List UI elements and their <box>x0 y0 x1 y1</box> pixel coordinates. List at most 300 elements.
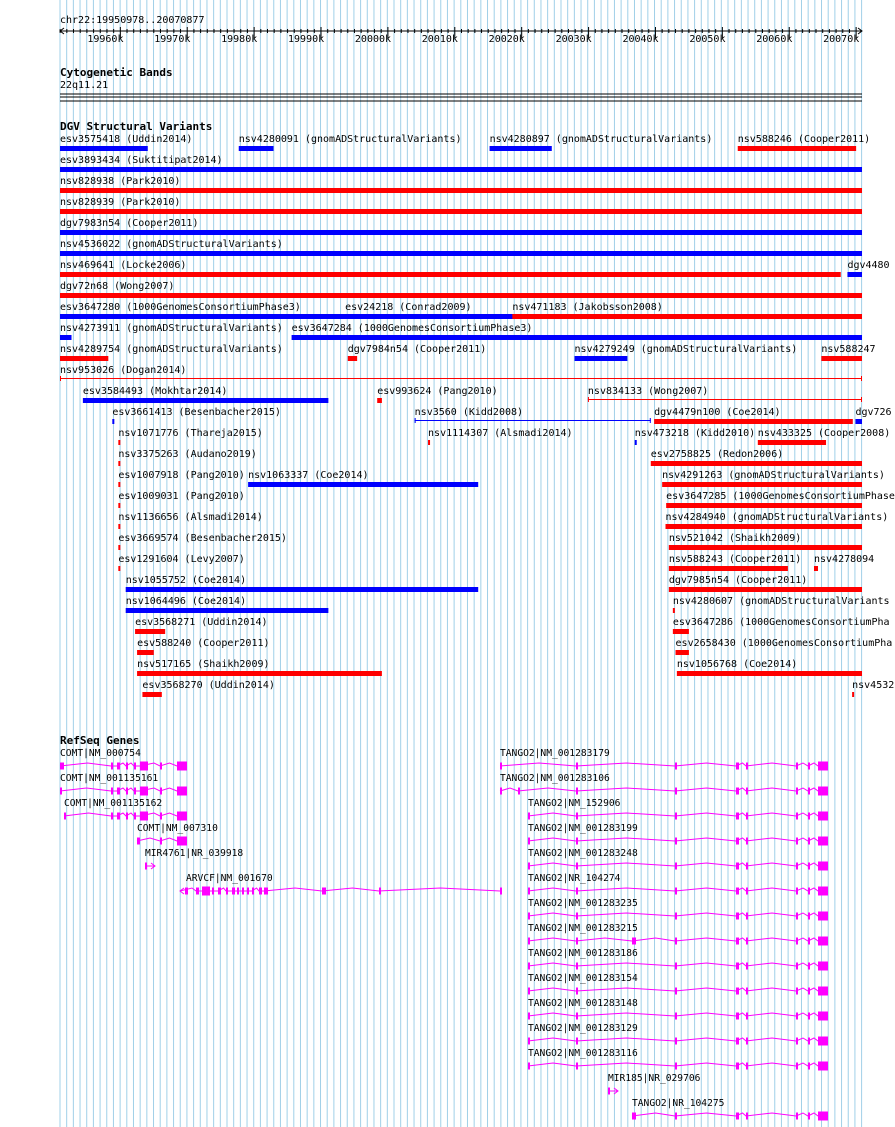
gene-exon <box>177 812 187 821</box>
gene-exon <box>736 863 739 870</box>
dgv-variant-bar[interactable] <box>512 314 862 319</box>
ruler-tick-label: 19970k <box>154 34 191 45</box>
gene-exon <box>796 763 798 770</box>
gene-model-icon[interactable] <box>145 863 155 870</box>
gene-exon <box>202 887 210 896</box>
gene-exon <box>746 838 748 845</box>
dgv-variant-bar[interactable] <box>666 503 862 508</box>
gene-exon <box>808 813 810 820</box>
gene-exon <box>675 963 677 970</box>
gene-exon <box>177 787 187 796</box>
refseq-gene-label: TANGO2|NM_001283116 <box>528 1048 638 1059</box>
dgv-variant-label: nsv4532 <box>852 680 895 691</box>
ruler-tick-label: 20050k <box>689 34 726 45</box>
dgv-variant-label: dgv4480 <box>847 260 890 271</box>
gene-exon <box>264 888 268 895</box>
refseq-track-title: RefSeq Genes <box>60 734 140 747</box>
dgv-variant-bar[interactable] <box>60 167 862 172</box>
dgv-variant-bar[interactable] <box>118 524 120 529</box>
dgv-variant-bar[interactable] <box>137 650 154 655</box>
gene-exon <box>252 888 254 895</box>
gene-exon <box>379 888 381 895</box>
refseq-gene-label: MIR4761|NR_039918 <box>145 848 244 859</box>
cytoband-label: 22q11.21 <box>60 80 109 91</box>
gene-intron-line <box>64 813 187 816</box>
gene-exon <box>808 963 810 970</box>
gene-intron-line <box>528 888 828 891</box>
gene-exon <box>528 1038 530 1045</box>
gene-exon <box>796 913 798 920</box>
gene-exon <box>818 787 828 796</box>
gene-exon <box>736 1063 739 1070</box>
dgv-variant-bar[interactable] <box>126 608 329 613</box>
dgv-variant-label: dgv72n68 (Wong2007) <box>60 281 175 292</box>
gene-exon <box>60 763 64 770</box>
dgv-variant-label: esv1009031 (Pang2010) <box>118 491 245 502</box>
dgv-variant-bar[interactable] <box>60 230 862 235</box>
dgv-variant-bar[interactable] <box>738 146 856 151</box>
dgv-variant-label: nsv588243 (Cooper2011) <box>668 554 802 565</box>
gene-model-icon[interactable] <box>528 937 828 946</box>
gene-exon <box>576 988 578 995</box>
gene-exon <box>818 762 828 771</box>
gene-exon <box>808 913 810 920</box>
gene-exon <box>746 1113 748 1120</box>
gene-model-icon[interactable] <box>528 1012 828 1021</box>
gene-exon <box>675 938 677 945</box>
dgv-variant-label: esv3893434 (Suktitipat2014) <box>60 155 223 166</box>
ruler-tick-label: 20010k <box>421 34 458 45</box>
dgv-variant-label: esv1007918 (Pang2010) <box>118 470 245 481</box>
gene-exon <box>796 838 798 845</box>
ruler-tick-label: 19980k <box>221 34 258 45</box>
gene-model-icon[interactable] <box>528 837 828 846</box>
gene-exon <box>64 813 66 820</box>
dgv-variant-label: nsv588247 <box>821 344 876 355</box>
dgv-variant-bar[interactable] <box>377 398 382 403</box>
dgv-variant-label: esv3647284 (1000GenomesConsortiumPhase3) <box>291 323 533 334</box>
gene-exon <box>528 813 530 820</box>
dgv-variant-bar[interactable] <box>348 356 357 361</box>
gene-exon <box>576 838 578 845</box>
refseq-gene-label: TANGO2|NM_001283215 <box>528 923 638 934</box>
dgv-variant-bar[interactable] <box>814 566 818 571</box>
dgv-track-title: DGV Structural Variants <box>60 120 213 133</box>
dgv-variant-bar[interactable] <box>60 293 862 298</box>
gene-exon <box>111 813 113 820</box>
gene-exon <box>145 863 147 870</box>
refseq-gene-label: TANGO2|NM_152906 <box>528 798 621 809</box>
gene-exon <box>746 1038 748 1045</box>
gene-exon <box>808 1013 810 1020</box>
dgv-variant-bar[interactable] <box>292 335 862 340</box>
gene-exon <box>736 813 739 820</box>
dgv-variant-bar[interactable] <box>662 482 862 487</box>
dgv-variant-bar[interactable] <box>112 419 114 424</box>
refseq-gene-label: TANGO2|NR_104275 <box>632 1098 725 1109</box>
dgv-variant-label: dgv7983n54 (Cooper2011) <box>60 218 199 229</box>
gene-exon <box>160 838 162 845</box>
gene-exon <box>746 963 748 970</box>
dgv-variant-label: nsv1114307 (Alsmadi2014) <box>428 428 573 439</box>
gene-exon <box>500 763 502 770</box>
dgv-variant-bar[interactable] <box>248 482 478 487</box>
gene-exon <box>675 838 677 845</box>
dgv-variant-label: esv3584493 (Mokhtar2014) <box>82 386 228 397</box>
gene-exon <box>528 938 530 945</box>
dgv-variant-label: nsv834133 (Wong2007) <box>587 386 709 397</box>
gene-exon <box>126 788 128 795</box>
dgv-variant-bar[interactable] <box>635 440 637 445</box>
gene-exon <box>117 763 120 770</box>
gene-exon <box>818 1037 828 1046</box>
gene-exon <box>808 838 810 845</box>
gene-exon <box>818 837 828 846</box>
dgv-variant-label: esv24218 (Conrad2009) <box>345 302 472 313</box>
gene-exon <box>796 1063 798 1070</box>
gene-exon <box>60 788 62 795</box>
gene-intron-line <box>528 1038 828 1041</box>
gene-exon <box>746 763 748 770</box>
dgv-variant-label: nsv1063337 (Coe2014) <box>248 470 369 481</box>
dgv-variant-bar[interactable] <box>137 671 382 676</box>
dgv-variant-label: dgv7985n54 (Cooper2011) <box>668 575 808 586</box>
gene-exon <box>808 1063 810 1070</box>
gene-exon <box>818 1062 828 1071</box>
gene-model-icon[interactable] <box>528 887 828 896</box>
gene-exon <box>576 788 578 795</box>
dgv-variant-bar[interactable] <box>673 629 689 634</box>
gene-intron-line <box>528 838 828 841</box>
gene-exon <box>796 938 798 945</box>
gene-model-icon[interactable] <box>608 1088 618 1095</box>
dgv-variant-label: esv3661413 (Besenbacher2015) <box>112 407 281 418</box>
gene-exon <box>808 863 810 870</box>
gene-exon <box>218 888 221 895</box>
dgv-variant-label: nsv3375263 (Audano2019) <box>118 449 257 460</box>
gene-exon <box>736 938 739 945</box>
dgv-variant-label: nsv3560 (Kidd2008) <box>414 407 524 418</box>
gene-model-icon[interactable] <box>64 812 187 821</box>
ruler-tick-label: 20020k <box>488 34 525 45</box>
gene-exon <box>736 1113 739 1120</box>
gene-exon <box>796 1113 798 1120</box>
gene-exon <box>736 1038 739 1045</box>
dgv-variant-label: nsv517165 (Shaikh2009) <box>137 659 270 670</box>
dgv-variant-label: nsv588246 (Cooper2011) <box>737 134 871 145</box>
refseq-gene-label: COMT|NM_001135162 <box>64 798 163 809</box>
ruler-tick-label: 20030k <box>555 34 592 45</box>
gene-exon <box>736 763 739 770</box>
dgv-variant-bar[interactable] <box>60 356 108 361</box>
gene-exon <box>500 888 502 895</box>
dgv-variant-label: esv1291604 (Levy2007) <box>118 554 245 565</box>
gene-exon <box>796 813 798 820</box>
gene-exon <box>736 788 739 795</box>
dgv-variant-bar[interactable] <box>60 272 841 277</box>
cytoband-track-title: Cytogenetic Bands <box>60 66 173 79</box>
gene-exon <box>528 863 530 870</box>
gene-intron-line <box>528 913 828 916</box>
refseq-gene-label: MIR185|NR_029706 <box>608 1073 701 1084</box>
dgv-variant-label: nsv1055752 (Coe2014) <box>125 575 247 586</box>
dgv-variant-label: esv2758825 (Redon2006) <box>650 449 784 460</box>
gene-exon <box>576 1038 578 1045</box>
gene-exon <box>528 838 530 845</box>
dgv-variant-bar[interactable] <box>118 440 120 445</box>
gene-intron-line <box>60 763 187 766</box>
dgv-variant-bar[interactable] <box>345 314 359 319</box>
gene-exon <box>808 888 810 895</box>
gene-intron-line <box>528 1063 828 1066</box>
gene-exon <box>796 988 798 995</box>
gene-exon <box>177 837 187 846</box>
ruler-tick-label: 19960k <box>87 34 124 45</box>
ruler-label: chr22:19950978..20070877 <box>60 15 205 26</box>
gene-exon <box>576 1063 578 1070</box>
gene-exon <box>160 763 162 770</box>
gene-exon <box>140 812 148 821</box>
gene-exon <box>746 988 748 995</box>
gene-exon <box>528 1063 530 1070</box>
ruler-tick-label: 20000k <box>354 34 392 45</box>
gene-exon <box>818 937 828 946</box>
gene-exon <box>134 788 136 795</box>
gene-exon <box>185 888 188 895</box>
dgv-variant-label: esv3647285 (1000GenomesConsortiumPhase <box>666 491 895 502</box>
dgv-variant-label: nsv1071776 (Thareja2015) <box>118 428 263 439</box>
gene-exon <box>746 938 748 945</box>
gene-model-icon[interactable] <box>528 1062 828 1071</box>
gene-exon <box>808 988 810 995</box>
refseq-gene-label: TANGO2|NM_001283148 <box>528 998 638 1009</box>
dgv-variant-bar[interactable] <box>118 545 120 550</box>
dgv-variant-bar[interactable] <box>855 419 862 424</box>
gene-exon <box>736 963 739 970</box>
gene-exon <box>808 763 810 770</box>
refseq-gene-label: TANGO2|NR_104274 <box>528 873 621 884</box>
gene-model-icon[interactable] <box>500 762 828 771</box>
gene-exon <box>746 1063 748 1070</box>
dgv-variant-bar[interactable] <box>60 188 862 193</box>
gene-model-icon[interactable] <box>180 887 502 896</box>
dgv-variant-bar[interactable] <box>118 482 120 487</box>
refseq-gene-label: COMT|NM_007310 <box>137 823 218 834</box>
gene-exon <box>576 763 578 770</box>
gene-model-icon[interactable] <box>137 837 187 846</box>
dgv-variant-label: nsv473218 (Kidd2010) <box>634 428 756 439</box>
dgv-variant-label: nsv4289754 (gnomADStructuralVariants) <box>60 344 283 355</box>
dgv-variant-label: esv3647280 (1000GenomesConsortiumPhase3) <box>60 302 301 313</box>
gene-exon <box>675 888 677 895</box>
dgv-variant-bar[interactable] <box>60 335 72 340</box>
dgv-variant-bar[interactable] <box>60 251 862 256</box>
dgv-variant-bar[interactable] <box>669 566 788 571</box>
dgv-variant-label: nsv469641 (Locke2006) <box>60 260 187 271</box>
dgv-variant-bar[interactable] <box>60 146 148 151</box>
gene-model-icon[interactable] <box>528 987 828 996</box>
gene-exon <box>576 813 578 820</box>
gene-exon <box>746 1013 748 1020</box>
dgv-variant-bar[interactable] <box>118 566 120 571</box>
dgv-variant-label: nsv433325 (Cooper2008) <box>757 428 891 439</box>
gene-exon <box>818 1012 828 1021</box>
dgv-variant-bar[interactable] <box>60 209 862 214</box>
dgv-variant-label: nsv521042 (Shaikh2009) <box>668 533 802 544</box>
dgv-variant-label: esv3669574 (Besenbacher2015) <box>118 533 287 544</box>
dgv-variant-bar[interactable] <box>677 671 862 676</box>
gene-exon <box>117 788 120 795</box>
gene-model-icon[interactable] <box>528 862 828 871</box>
dgv-variant-bar[interactable] <box>83 398 328 403</box>
dgv-variant-label: nsv953026 (Dogan2014) <box>60 365 187 376</box>
refseq-gene-label: TANGO2|NM_001283235 <box>528 898 638 909</box>
gene-exon <box>675 988 677 995</box>
gene-exon <box>632 938 636 945</box>
gene-intron-line <box>500 788 828 791</box>
dgv-variant-bar[interactable] <box>490 146 552 151</box>
gene-model-icon[interactable] <box>500 787 828 796</box>
gene-exon <box>576 913 578 920</box>
refseq-gene-label: TANGO2|NM_001283186 <box>528 948 638 959</box>
gene-exon <box>576 963 578 970</box>
gene-exon <box>528 963 530 970</box>
gene-exon <box>818 1112 828 1121</box>
dgv-variant-label: nsv4280091 (gnomADStructuralVariants) <box>238 134 462 145</box>
dgv-variant-label: nsv4280897 (gnomADStructuralVariants) <box>489 134 713 145</box>
dgv-variant-bar[interactable] <box>118 503 120 508</box>
gene-model-icon[interactable] <box>528 812 828 821</box>
ruler-tick-label: 19990k <box>288 34 325 45</box>
gene-model-icon[interactable] <box>60 787 187 796</box>
gene-exon <box>226 888 228 895</box>
gene-exon <box>796 1013 798 1020</box>
gene-exon <box>746 813 748 820</box>
dgv-variant-label: nsv4280607 (gnomADStructuralVariants <box>672 596 890 607</box>
gene-exon <box>576 1013 578 1020</box>
gene-exon <box>528 1013 530 1020</box>
dgv-variant-label: nsv1064496 (Coe2014) <box>125 596 247 607</box>
gene-intron-line <box>528 813 828 816</box>
gene-exon <box>576 888 578 895</box>
dgv-variant-bar[interactable] <box>118 461 120 466</box>
ruler-tick-label: 20060k <box>756 34 793 45</box>
dgv-variant-bar[interactable] <box>135 629 165 634</box>
dgv-variant-bar[interactable] <box>654 419 853 424</box>
gene-exon <box>818 962 828 971</box>
dgv-variant-bar[interactable] <box>126 587 479 592</box>
gene-exon <box>675 813 677 820</box>
dgv-variant-bar[interactable] <box>821 356 862 361</box>
refseq-gene-label: TANGO2|NM_001283154 <box>528 973 638 984</box>
dgv-variant-label: nsv471183 (Jakobsson2008) <box>512 302 663 313</box>
gene-exon <box>160 813 162 820</box>
gene-exon <box>111 763 113 770</box>
gene-exon <box>177 762 187 771</box>
dgv-variant-label: nsv4536022 (gnomADStructuralVariants) <box>60 239 283 250</box>
gene-exon <box>675 1113 677 1120</box>
gene-exon <box>675 913 677 920</box>
gene-exon <box>818 887 828 896</box>
dgv-variant-bar[interactable] <box>673 608 675 613</box>
gene-exon <box>137 838 140 845</box>
dgv-variant-bar[interactable] <box>428 440 430 445</box>
dgv-variant-bar[interactable] <box>676 650 689 655</box>
refseq-gene-label: TANGO2|NM_001283179 <box>500 748 610 759</box>
dgv-variant-bar[interactable] <box>651 461 862 466</box>
gene-exon <box>528 913 530 920</box>
gene-model-icon[interactable] <box>528 912 828 921</box>
dgv-variant-label: esv588240 (Cooper2011) <box>137 638 270 649</box>
dgv-variant-label: nsv828938 (Park2010) <box>60 176 181 187</box>
gene-exon <box>140 787 148 796</box>
gene-intron-line <box>632 1113 828 1116</box>
dgv-variant-bar[interactable] <box>239 146 274 151</box>
dgv-variant-bar[interactable] <box>665 524 862 529</box>
dgv-variant-bar[interactable] <box>852 692 854 697</box>
dgv-variant-label: esv2658430 (1000GenomesConsortiumPha <box>675 638 893 649</box>
gene-exon <box>736 838 739 845</box>
gene-exon <box>196 888 199 895</box>
gene-model-icon[interactable] <box>632 1112 828 1121</box>
dgv-variant-label: esv3647286 (1000GenomesConsortiumPha <box>672 617 890 628</box>
dgv-variant-bar[interactable] <box>575 356 628 361</box>
dgv-variant-bar[interactable] <box>758 440 826 445</box>
gene-exon <box>746 888 748 895</box>
gene-exon <box>808 1113 810 1120</box>
gene-exon <box>212 888 214 895</box>
gene-exon <box>675 788 677 795</box>
gene-exon <box>818 862 828 871</box>
refseq-gene-label: TANGO2|NM_001283106 <box>500 773 610 784</box>
gene-model-icon[interactable] <box>528 962 828 971</box>
gene-exon <box>808 1038 810 1045</box>
gene-model-icon[interactable] <box>528 1037 828 1046</box>
gene-exon <box>608 1088 610 1095</box>
gene-exon <box>675 1063 677 1070</box>
dgv-variant-bar[interactable] <box>847 272 862 277</box>
refseq-gene-label: COMT|NM_000754 <box>60 748 141 759</box>
gene-intron-line <box>528 963 828 966</box>
dgv-variant-label: nsv4279249 (gnomADStructuralVariants) <box>574 344 798 355</box>
dgv-variant-bar[interactable] <box>669 587 862 592</box>
gene-exon <box>500 788 502 795</box>
dgv-variant-bar[interactable] <box>669 545 862 550</box>
gene-exon <box>736 988 739 995</box>
dgv-variant-label: dgv726 <box>855 407 892 418</box>
gene-exon <box>796 788 798 795</box>
dgv-variant-bar[interactable] <box>142 692 161 697</box>
ruler-tick-label: 20070k <box>823 34 860 45</box>
gene-exon <box>242 888 244 895</box>
gene-exon <box>675 1013 677 1020</box>
dgv-variant-label: dgv4479n100 (Coe2014) <box>654 407 781 418</box>
gene-exon <box>576 938 578 945</box>
gene-exon <box>796 863 798 870</box>
gene-model-icon[interactable] <box>60 762 187 771</box>
gene-exon <box>818 987 828 996</box>
gene-exon <box>140 762 148 771</box>
gene-exon <box>675 763 677 770</box>
gene-exon <box>134 763 136 770</box>
dgv-variant-label: dgv7984n54 (Cooper2011) <box>347 344 487 355</box>
gene-exon <box>808 788 810 795</box>
dgv-variant-label: nsv1056768 (Coe2014) <box>676 659 798 670</box>
gene-exon <box>736 1013 739 1020</box>
gene-exon <box>796 888 798 895</box>
gene-exon <box>528 888 530 895</box>
gene-exon <box>247 888 249 895</box>
